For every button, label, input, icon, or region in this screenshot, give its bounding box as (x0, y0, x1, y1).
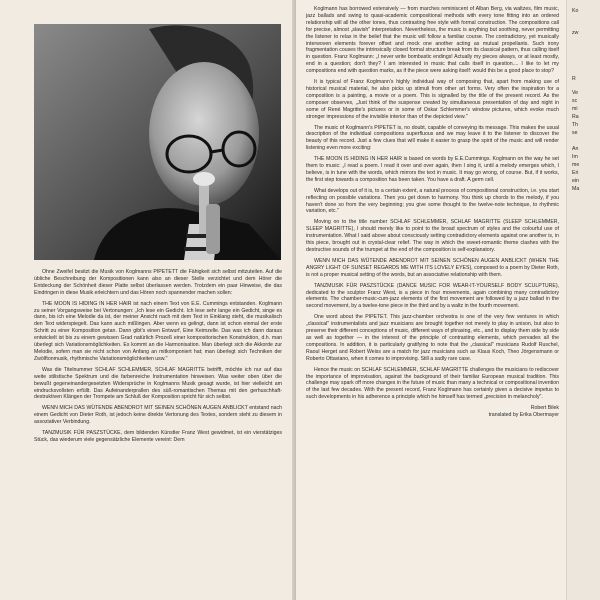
next-page-fragment: Ra (572, 114, 579, 120)
paragraph: It is typical of Franz Koglmann's highly individual way of composing that, apart from making use of historical musical material, he also picks up stimuli from other art forms. Very often the inspiration for a composition is a painting, a movie or a poem. This is signalled by the title of the present record. As the composer observes, „Just think of the suspense created by simultaneous presentation of day and night in some of René Magritte's pictures or in some of Oskar Schlemmer's window pictures, which evoke much stronger impressions of the invisible interior than of the depicted view." (306, 79, 559, 120)
next-page-fragment: me (572, 162, 580, 168)
left-page-text (34, 269, 282, 448)
next-page-fragment: ein (572, 178, 579, 184)
paragraph: The music of Koglmann's PIPETET is, no doubt, capable of conveying its message. This makes the usual description of the individual compositions superfluous and we may leave it to the listener to discover the beauty of this record. Just a few clues that will make it easier to grasp the spirit of the music and will render listening even more exciting: (306, 124, 559, 152)
paragraph: Hence the music on SCHLAF SCHLEMMER, SCHLAF MAGRITTE challenges the musicians to rediscover the importance of improvisation, against the background of their familiar European musical tradition. This challenge may spark off more changes in the future of music than many a technical or compositional invention of the last few decades. With the present record, Franz Koglmann has certainly given a decisive impetus to such developments in his adherence a principle which he himself has termed „precision in melancholy". (306, 366, 559, 401)
next-page-fragment: mi (572, 106, 578, 112)
next-page-fragment: Eri (572, 170, 579, 176)
next-page-fragment: zw (572, 30, 579, 36)
paragraph: WENN MICH DAS WÜTENDE ABENDROT MIT SEINEN SCHÖNEN AUGEN ANBLICKT entstand nach einem Gedicht von Dieter Roth, ist jedoch keine direkte Vertonung des Textes, sondern steht zu diesem in assoziativer Verbindung. (34, 405, 282, 426)
right-page-text (306, 6, 559, 419)
next-page-fragment: Ve (572, 90, 579, 96)
paragraph: THE MOON IS HIDING IN HER HAIR ist nach einem Text von E.E. Cummings entstanden. Koglmann zu seiner Vorgangsweise bei Vertonungen: „Ich lese ein Gedicht. Ich lese sehr lange ein Gedicht, singe es dann, bis ich eine Melodie da ist, der meiner Ansicht nach mit dem Text in Einklang steht, die musikalisch den Text widerspiegelt. Das kann auch mißlingen. Aber wenn es gelingt, dann ist schon einmal der erste Schritt zu einer Komposition getan. Dann gibt's einen Entwurf, Eine Keimzelle. Das was ich dann daraus entwickelt ist bis zu einem gewissen Grad natürlich Prozeß einer kompositorischen Konstruktion, d.h. man überlegt sich Variationsmöglichkeiten. Es kommt an die Harmonisation. Man überlegt sich die Akkorde zur Melodie, sofern man sie nicht schon von Anfang an mitkomponiert hat; man überlegt sich Techniken der Zwölftonmusik, rhythmische Variationsmöglichkeiten usw." (34, 300, 282, 362)
paragraph: TANZMUSIK FÜR PASZSTÜCKE (DANCE MUSIC FOR WEAR-IT-YOURSELF BODY SCULPTURE), dedicated to the sculptor Franz West, is a piece in four movements, again combining many contradictory elements. The chamber-music-cum-jazz elements of the first movement are followed by a jazz ballad in the second movement, by a twelve-tone piece in the third and by a waltz in the fourth movement. (306, 282, 559, 310)
paragraph: WENN MICH DAS WÜTENDE ABENDROT MIT SEINEN SCHÖNEN AUGEN ANBLICKT (WHEN THE ANGRY LIGHT OF SUNSET REGARDS ME WITH ITS LOVELY EYES), composed to a poem by Dieter Roth, is not a proper musical setting of the words, but an associative relationship with them. (306, 257, 559, 278)
paragraph: Was die Titelnummer SCHLAF SCHLEMMER, SCHLAF MAGRITTE betrifft, möchte ich nur auf das weite stilistische Spektrum und die farbenreiche Instrumentation hinweisen. Was weiter oben über die bewußt gegeneinandergesetzten Widersprüche in Koglmanns Musik gesagt wurde, ist hier vielleicht am eindrucksvollsten erfüllt. Das Aufeinanderprallen des süß-romantischen Themas mit den gerhuschhaft-destruktiven Klängen der Trompete am Schluß der Komposition spricht für sich selbst. (34, 366, 282, 401)
paragraph: Koglmann has borrowed extensively — from marches reminiscent of Alban Berg, via waltzes, film music, jazz ballads and swing to quasi-academic compositional methods with every tone fitting into an ordered relationship will all the other tones, thus contrasting free style with formal construction. The compositions call for precise, almost „slavish" interpretation. Nevertheless, the music is anything but soothing, never permitting the listener to relax in the belief that the music will follow a familiar course. The contradictory, yet musically interwoven elements forever offset and mock one another acting as mutual propellants. Such irony fragmentation couses the intrinsically closed formal structure break from its classical pattern, thus calling itself in question. Franz Koglmann: „I never write bombastic endings! Actually my pieces always, or at least mostly, end in a question; don't they? I am interested in music that calls itself in question.... I like to let my compositions end with question marks, as if the piece were asking itself: would this be a good place to stop? (306, 6, 559, 75)
next-page-fragment: se (572, 130, 578, 136)
paragraph: TANZMUSIK FÜR PASZSTÜCKE, dem bildenden Künstler Franz West gewidmet, ist ein vierstätziges Stück, das wiederum viele gegensätzliche Elemente vereint: Dem (34, 430, 282, 443)
next-page-fragment: R (572, 76, 576, 82)
paragraph: Moving on to the title number SCHLAF SCHLEMMER, SCHLAF MAGRITTE (SLEEP SCHLEMMER, SLEEP MAGRITTE), I should merely like to point to the broad spectrum of styles and the colourful use of instrumentation. What I said above about consciously setting contradictory elements against one another is, in this piece, brought out in crystal-clear relief. The way in which the sweet-romantic theme clashes with the destructive sounds of the trumpet at the end of the composition is self-explanatory. (306, 219, 559, 253)
paragraph: Ohne Zweifel besitzt die Musik von Koglmanns PIPETETT die Fähigkeit sich selbst mitzuteilen. Auf die übliche Beschreibung der Kompositionen kann also an dieser Stelle verzichtet und dem Hörer die Entdeckung der Schönheit dieser Platte selbst überlassen werden. Trotzdem ein paar Hinweise, die das Eindringen in diese Musik erleichtern und das Hören noch spannender machen sollen: (34, 269, 282, 296)
paragraph: THE MOON IS HIDING IN HER HAIR is based on words by E.E.Cummings. Koglmann on the way he set them to music: „I read a poem. I read it over and over again, then I sing it, until a melody emerges which, I believe, is in tune with the words, which mirrors the text in music. It may go wrong, of course. But, if it works, the first step towards a composition has been taken. You have a draft. A germ cell. (306, 156, 559, 183)
author-signature: Robert Bilek (530, 405, 559, 412)
musician-photo (34, 24, 281, 260)
paragraph: What develops out of it is, to a certain extent, a natural process of compositional construction, i.e. you start reflecting on possible variations. Then you get down to harmony. You think up chords to the melody, if you haven't done so from the very beginning; you give some thought to the twelve-note technique, to rhythmic variation, etc." (306, 187, 559, 215)
next-page-fragment: Im (572, 154, 578, 160)
paragraph: One word about the PIPETET. This jazz-chamber orchestra is one of the very few ventures in which „classical" instrumentalists and jazz musicians are brought together not merely to play in unison, but also to preserve their different conceptions of music, different ways of phrasing, etc., and to display them side by side as well as together — in the interest of the principle of contrasting elements, which pervades all the compositions. In addition, it is particularly gratifying to note that the „classical" musicians Rudolf Ruschel, Raoul Herget and Robert Weiss are a match for jazz musicians such as Klaus Koch, Theo Jörgensmann or Roberto Ottaviano, when it comes to improvising. Still a sadly rare case. (306, 314, 559, 362)
translator-credit: translated by Erika Obermayer (488, 412, 559, 419)
next-page-fragment: Ma (572, 186, 580, 192)
trumpeter-portrait-image (34, 24, 281, 260)
next-page-fragment: An (572, 146, 579, 152)
next-page-fragment: sc (572, 98, 578, 104)
next-page-fragment: Ko (572, 8, 579, 14)
next-page-fragment: Th (572, 122, 579, 128)
